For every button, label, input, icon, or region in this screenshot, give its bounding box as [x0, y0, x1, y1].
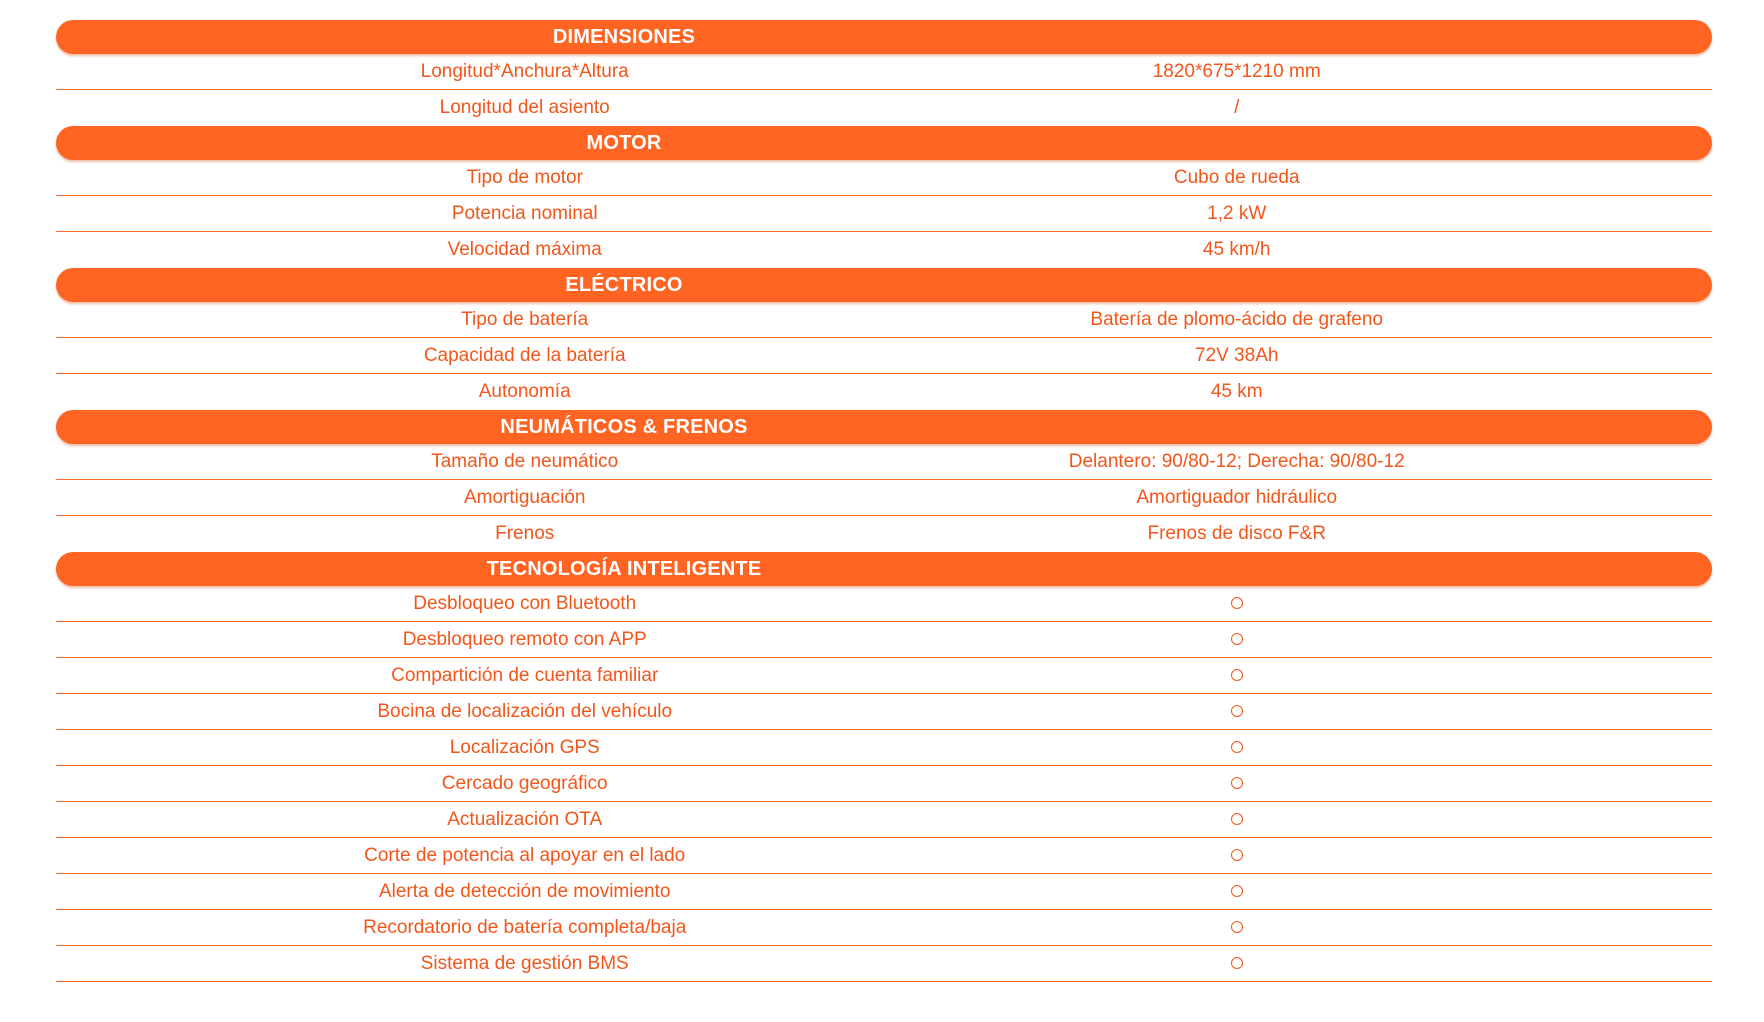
- section-title: ELÉCTRICO: [565, 274, 683, 296]
- circle-icon: [1231, 741, 1243, 753]
- spec-row: [56, 480, 1712, 516]
- spec-label: Bocina de localización del vehículo: [377, 700, 673, 722]
- spec-label: Potencia nominal: [451, 202, 598, 224]
- spec-label: Corte de potencia al apoyar en el lado: [364, 844, 686, 866]
- spec-value: Frenos de disco F&R: [1147, 523, 1326, 544]
- section-title: DIMENSIONES: [552, 26, 696, 48]
- spec-row: [56, 196, 1712, 232]
- spec-value: [761, 629, 1712, 651]
- feature-row: [56, 622, 1712, 658]
- spec-label: Sistema de gestión BMS: [420, 952, 629, 974]
- feature-row: [56, 658, 1712, 694]
- spec-value: [761, 773, 1712, 795]
- spec-row: [56, 54, 1712, 90]
- spec-value: /: [1234, 97, 1240, 118]
- circle-icon: [1231, 885, 1243, 897]
- feature-row: [56, 694, 1712, 730]
- section-title: MOTOR: [586, 132, 662, 154]
- spec-value: [761, 593, 1712, 615]
- spec-value: Amortiguador hidráulico: [1136, 486, 1338, 508]
- spec-label: Actualización OTA: [447, 808, 603, 830]
- feature-row: [56, 802, 1712, 838]
- spec-row: [56, 338, 1712, 374]
- spec-label: Recordatorio de batería completa/baja: [363, 916, 687, 938]
- spec-label: Frenos: [495, 523, 555, 544]
- spec-label: Amortiguación: [463, 486, 586, 508]
- spec-row: [56, 90, 1712, 126]
- spec-row: [56, 516, 1712, 552]
- circle-icon: [1231, 777, 1243, 789]
- spec-value: [761, 845, 1712, 867]
- spec-label: Velocidad máxima: [447, 239, 602, 260]
- circle-icon: [1231, 669, 1243, 681]
- spec-label: Cercado geográfico: [441, 772, 608, 794]
- spec-value: [761, 953, 1712, 975]
- spec-row: [56, 302, 1712, 338]
- spec-label: Alerta de detección de movimiento: [378, 880, 671, 902]
- spec-label: Capacidad de la batería: [423, 344, 626, 366]
- spec-label: Tipo de batería: [461, 308, 589, 330]
- spec-value: [761, 701, 1712, 723]
- circle-icon: [1231, 813, 1243, 825]
- section-title: TECNOLOGÍA INTELIGENTE: [486, 558, 762, 580]
- feature-row: [56, 838, 1712, 874]
- spec-label: Tamaño de neumático: [431, 450, 619, 472]
- circle-icon: [1231, 921, 1243, 933]
- spec-table: [56, 20, 1712, 982]
- feature-row: [56, 586, 1712, 622]
- section-header-tecnologia-inteligente: [56, 552, 1712, 586]
- feature-row: [56, 730, 1712, 766]
- feature-row: [56, 946, 1712, 982]
- feature-row: [56, 766, 1712, 802]
- spec-label: Desbloqueo remoto con APP: [402, 628, 647, 650]
- feature-row: [56, 874, 1712, 910]
- spec-label: Tipo de motor: [466, 166, 583, 188]
- spec-value: 45 km: [1210, 381, 1263, 402]
- spec-value: 72V 38Ah: [1194, 344, 1279, 366]
- spec-value: 45 km/h: [1202, 239, 1271, 260]
- spec-label: Localización GPS: [449, 736, 600, 758]
- circle-icon: [1231, 705, 1243, 717]
- spec-value: [761, 881, 1712, 903]
- spec-label: Autonomía: [478, 381, 571, 402]
- spec-label: Desbloqueo con Bluetooth: [413, 592, 637, 614]
- section-header-dimensiones: [56, 20, 1712, 54]
- circle-icon: [1231, 957, 1243, 969]
- spec-row: [56, 444, 1712, 480]
- spec-row: [56, 374, 1712, 410]
- spec-value: 1820*675*1210 mm: [1152, 60, 1321, 82]
- spec-value: [761, 737, 1712, 759]
- section-header-motor: [56, 126, 1712, 160]
- section-title: NEUMÁTICOS & FRENOS: [500, 416, 748, 438]
- spec-value: 1,2 kW: [1207, 202, 1267, 224]
- spec-row: [56, 160, 1712, 196]
- circle-icon: [1231, 849, 1243, 861]
- spec-value: Delantero: 90/80-12; Derecha: 90/80-12: [1068, 450, 1405, 472]
- section-header-electrico: [56, 268, 1712, 302]
- section-header-neumaticos-frenos: [56, 410, 1712, 444]
- spec-value: Cubo de rueda: [1173, 166, 1300, 188]
- spec-value: [761, 665, 1712, 687]
- feature-row: [56, 910, 1712, 946]
- spec-label: Compartición de cuenta familiar: [391, 664, 659, 686]
- spec-value: [761, 917, 1712, 939]
- spec-label: Longitud*Anchura*Altura: [420, 60, 629, 82]
- circle-icon: [1231, 633, 1243, 645]
- spec-value: [761, 809, 1712, 831]
- spec-row: [56, 232, 1712, 268]
- spec-label: Longitud del asiento: [439, 97, 610, 118]
- circle-icon: [1231, 597, 1243, 609]
- spec-value: Batería de plomo-ácido de grafeno: [1090, 308, 1383, 330]
